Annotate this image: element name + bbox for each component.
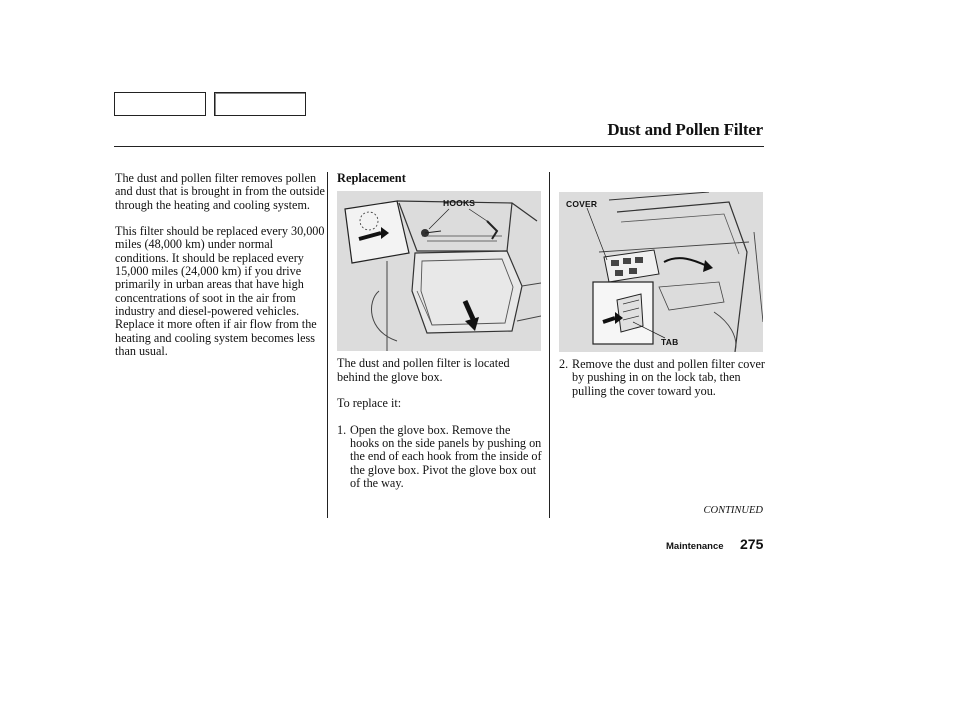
figure-label-tab: TAB bbox=[661, 337, 679, 347]
nav-box-next[interactable] bbox=[214, 92, 306, 116]
column-intro bbox=[115, 172, 325, 371]
location-paragraph: The dust and pollen filter is located behind the glove box. bbox=[337, 356, 510, 384]
glove-box-drawing bbox=[337, 191, 541, 351]
continued-label: CONTINUED bbox=[703, 505, 763, 516]
to-replace-paragraph: To replace it: bbox=[337, 396, 402, 411]
filter-cover-illustration bbox=[559, 192, 763, 352]
step-2-number: 2. bbox=[559, 357, 569, 371]
figure-label-cover: COVER bbox=[566, 199, 598, 209]
step-1-number: 1. bbox=[337, 422, 347, 437]
page-title: Dust and Pollen Filter bbox=[607, 120, 763, 139]
intro-paragraph-2: This filter should be replaced every 30,000 miles (48,000 km) under normal conditions. It should be replaced every 15,000 miles (24,000 km) if you drive primarily in urban areas that have high concentrations of soot in the air from industry and diesel-powered vehicles. Replace it more often if air flow from the heating and cooling system becomes less than usual. bbox=[115, 224, 325, 358]
title-rule bbox=[114, 146, 764, 147]
page-number: 275 bbox=[740, 536, 764, 552]
section-heading-replacement: Replacement bbox=[337, 171, 406, 185]
column-filter-cover bbox=[559, 192, 769, 398]
intro-paragraph-1: The dust and pollen filter removes pollen and dust that is brought in from the outside through the heating and cooling system. bbox=[115, 171, 325, 212]
column-divider-2 bbox=[549, 172, 550, 518]
figure-label-hooks: HOOKS bbox=[443, 198, 476, 209]
nav-box-previous[interactable] bbox=[114, 92, 206, 116]
column-replacement bbox=[337, 172, 542, 490]
step-2-text: Remove the dust and pollen filter cover by pushing in on the lock tab, then pulling the cover toward you. bbox=[572, 357, 765, 398]
footer-section-name: Maintenance bbox=[666, 541, 724, 552]
step-1-text: Open the glove box. Remove the hooks on the side panels by pushing on the end of each hook from the inside of the glove box. Pivot the glove box out of the way. bbox=[350, 422, 542, 490]
glove-box-illustration bbox=[337, 191, 541, 351]
step-1 bbox=[337, 424, 542, 490]
filter-cover-drawing bbox=[559, 192, 763, 352]
step-2 bbox=[559, 358, 769, 398]
column-divider-1 bbox=[327, 172, 328, 518]
